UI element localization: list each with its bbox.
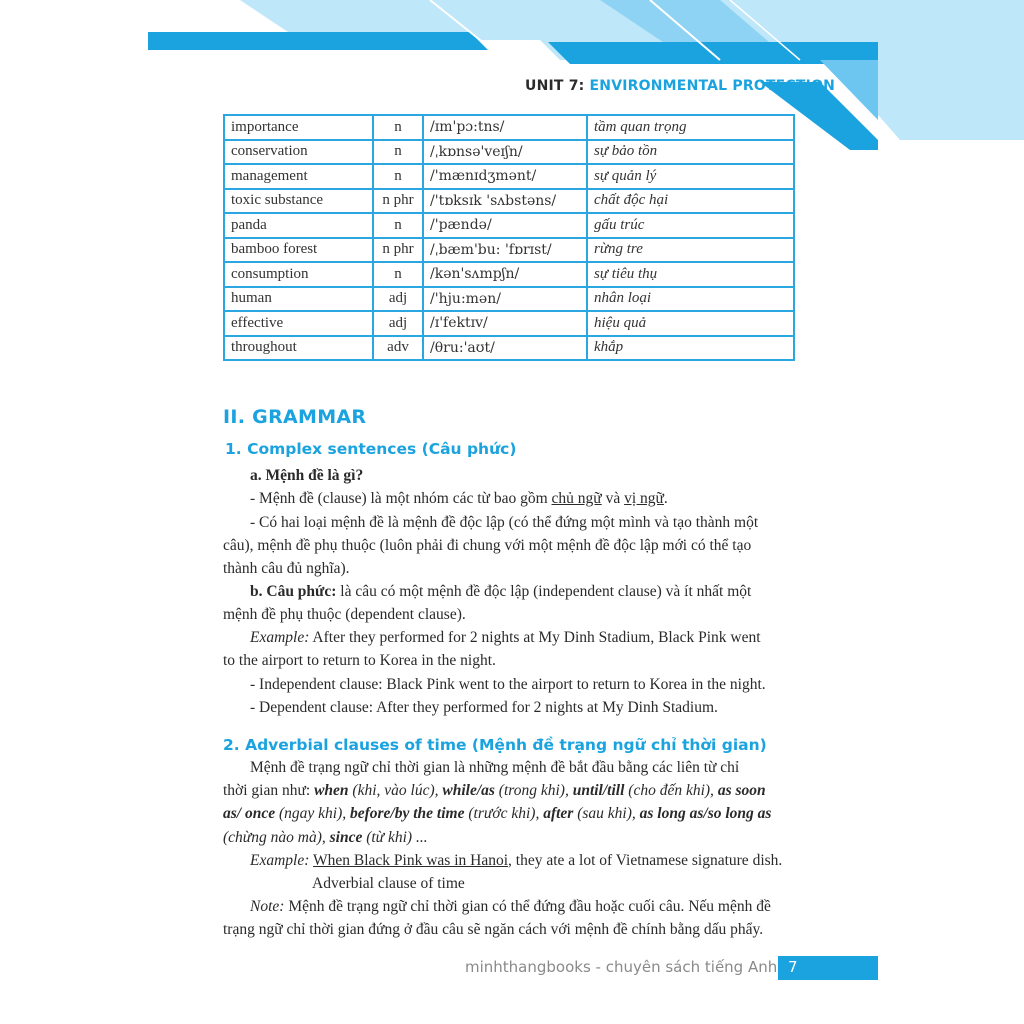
part-of-speech-cell: adj (373, 287, 423, 312)
paragraph-line: - Independent clause: Black Pink went to the airport to return to Korea in the night. (250, 676, 766, 693)
table-row (224, 189, 794, 214)
example-line: to the airport to return to Korea in the night. (223, 652, 496, 669)
meaning-cell: gấu trúc (587, 213, 794, 238)
table-row (224, 213, 794, 238)
word-cell: panda (224, 213, 373, 238)
note-line: trạng ngữ chỉ thời gian đứng ở đầu câu sẽ ngăn cách với mệnh đề chính bằng dấu phẩy. (223, 921, 764, 938)
word-cell: management (224, 164, 373, 189)
pronunciation-cell: /ɪ'fektɪv/ (423, 311, 587, 336)
example-caption: Adverbial clause of time (312, 875, 465, 892)
unit-name: ENVIRONMENTAL PROTECTION (589, 78, 836, 94)
note-line: Note: Mệnh đề trạng ngữ chỉ thời gian có thể đứng đầu hoặc cuối câu. Nếu mệnh đề (250, 898, 771, 915)
pronunciation-cell: /ˌkɒnsə'veɪʃn/ (423, 140, 587, 165)
pronunciation-cell: /ˌbæm'bu: 'fɒrɪst/ (423, 238, 587, 263)
table-row (224, 336, 794, 361)
footer-publisher: minhthangbooks - chuyên sách tiếng Anh (465, 958, 778, 976)
paragraph-line: mệnh đề phụ thuộc (dependent clause). (223, 606, 466, 623)
paragraph-line: Mệnh đề trạng ngữ chỉ thời gian là những mệnh đề bắt đầu bằng các liên từ chỉ (250, 759, 740, 776)
meaning-cell: nhân loại (587, 287, 794, 312)
paragraph-line: thành câu đủ nghĩa). (223, 560, 350, 577)
subsection-title-complex-sentences: 1. Complex sentences (Câu phức) (225, 440, 517, 458)
part-of-speech-cell: n (373, 262, 423, 287)
paragraph-line: - Dependent clause: After they performed for 2 nights at My Dinh Stadium. (250, 699, 718, 716)
paragraph-line: - Mệnh đề (clause) là một nhóm các từ bao gồm chủ ngữ và vị ngữ. (250, 490, 668, 507)
meaning-cell: sự bảo tồn (587, 140, 794, 165)
word-cell: importance (224, 115, 373, 140)
part-of-speech-cell: adv (373, 336, 423, 361)
word-cell: effective (224, 311, 373, 336)
table-row (224, 115, 794, 140)
part-of-speech-cell: n (373, 213, 423, 238)
word-cell: conservation (224, 140, 373, 165)
example-line: Example: After they performed for 2 nights at My Dinh Stadium, Black Pink went (250, 629, 761, 646)
meaning-cell: tầm quan trọng (587, 115, 794, 140)
part-of-speech-cell: n (373, 164, 423, 189)
paragraph-line: câu), mệnh đề phụ thuộc (luôn phải đi chung với một mệnh đề độc lập mới có thể tạo (223, 537, 752, 554)
table-row (224, 238, 794, 263)
page-number: 7 (788, 958, 798, 976)
paragraph-line: as/ once (ngay khi), before/by the time (trước khi), after (sau khi), as long as/so long as (223, 805, 772, 822)
unit-label: UNIT 7: (525, 78, 585, 94)
part-of-speech-cell: n phr (373, 238, 423, 263)
pronunciation-cell: /'hju:mən/ (423, 287, 587, 312)
pronunciation-cell: /θru:'aʊt/ (423, 336, 587, 361)
pronunciation-cell: /'tɒksɪk 'sʌbstəns/ (423, 189, 587, 214)
section-title: II. GRAMMAR (223, 406, 367, 428)
meaning-cell: sự tiêu thụ (587, 262, 794, 287)
word-cell: consumption (224, 262, 373, 287)
table-row (224, 311, 794, 336)
table-row (224, 262, 794, 287)
table-row (224, 140, 794, 165)
pronunciation-cell: /ɪm'pɔ:tns/ (423, 115, 587, 140)
paragraph-line: - Có hai loại mệnh đề là mệnh đề độc lập (có thể đứng một mình và tạo thành một (250, 514, 759, 531)
word-cell: human (224, 287, 373, 312)
paragraph-line: b. Câu phức: là câu có một mệnh đề độc lập (independent clause) và ít nhất một (250, 583, 752, 600)
meaning-cell: hiệu quả (587, 311, 794, 336)
table-row (224, 164, 794, 189)
meaning-cell: khắp (587, 336, 794, 361)
pronunciation-cell: /'pændə/ (423, 213, 587, 238)
paragraph-line: (chừng nào mà), since (từ khi) ... (223, 829, 428, 846)
part-of-speech-cell: adj (373, 311, 423, 336)
pronunciation-cell: /'mænɪdʒmənt/ (423, 164, 587, 189)
word-cell: bamboo forest (224, 238, 373, 263)
subsection-title-adverbial-clauses: 2. Adverbial clauses of time (Mệnh đề trạng ngữ chỉ thời gian) (223, 736, 767, 754)
part-of-speech-cell: n (373, 140, 423, 165)
example-line: Example: When Black Pink was in Hanoi, they ate a lot of Vietnamese signature dish. (250, 852, 783, 869)
paragraph-line: thời gian như: when (khi, vào lúc), while/as (trong khi), until/till (cho đến khi), as soon (223, 782, 766, 799)
meaning-cell: rừng tre (587, 238, 794, 263)
table-row (224, 287, 794, 312)
word-cell: toxic substance (224, 189, 373, 214)
meaning-cell: chất độc hại (587, 189, 794, 214)
part-of-speech-cell: n (373, 115, 423, 140)
unit-title (525, 78, 835, 94)
part-of-speech-cell: n phr (373, 189, 423, 214)
pronunciation-cell: /kən'sʌmpʃn/ (423, 262, 587, 287)
meaning-cell: sự quản lý (587, 164, 794, 189)
word-cell: throughout (224, 336, 373, 361)
definition-heading: a. Mệnh đề là gì? (250, 467, 364, 484)
vocabulary-table (223, 114, 795, 361)
